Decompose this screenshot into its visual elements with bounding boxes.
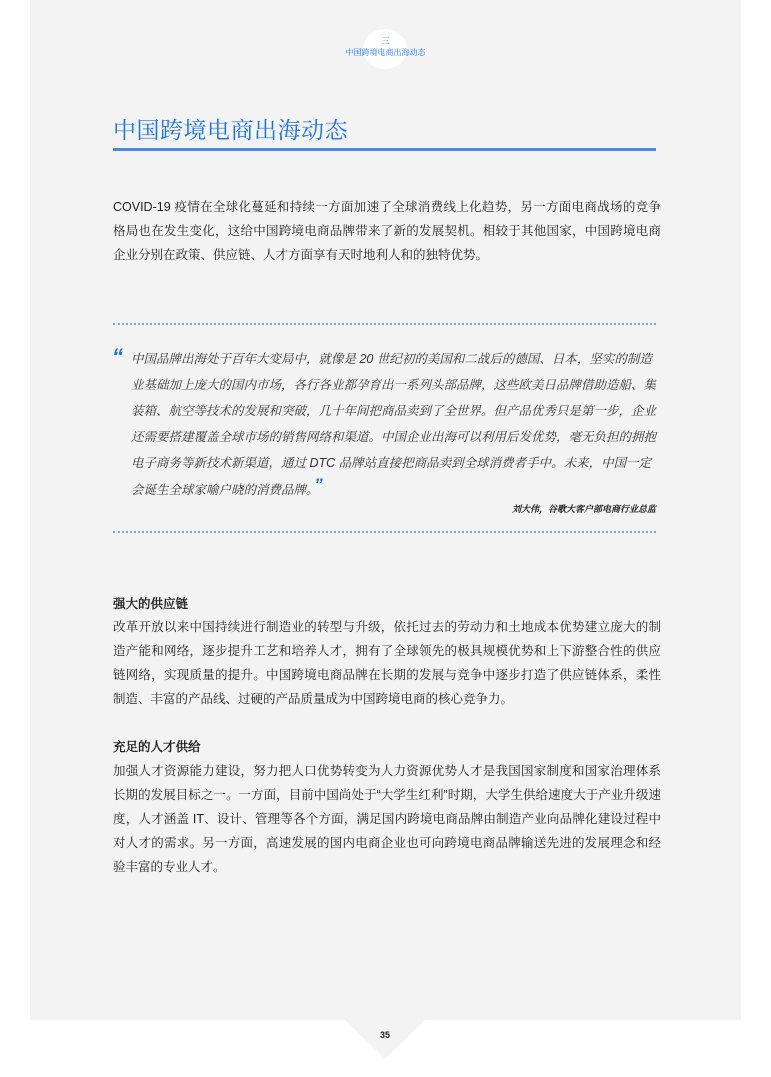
section-heading-supply-chain: 强大的供应链 xyxy=(113,597,189,611)
quote-divider-top xyxy=(113,323,656,325)
pull-quote xyxy=(131,346,661,503)
section-name: 中国跨境电商出海动态 xyxy=(345,48,426,57)
section-number: 三 xyxy=(380,36,390,46)
quote-close-mark: ” xyxy=(314,475,323,494)
section-heading-talent: 充足的人才供给 xyxy=(113,740,201,754)
title-underline xyxy=(113,148,656,151)
page-number: 35 xyxy=(379,1030,390,1040)
section-body-supply-chain: 改革开放以来中国持续进行制造业的转型与升级，依托过去的劳动力和土地成本优势建立庞大的制造产能和网络，逐步提升工艺和培养人才，拥有了全球领先的极具规模优势和上下游整合性的供应链网络，实现质量的提升。中国跨境电商品牌在长期的发展与竞争中逐步打造了供应链体系，柔性制造、丰富的产品线、过硬的产品质量成为中国跨境电商的核心竞争力。 xyxy=(113,620,661,706)
quote-divider-bottom xyxy=(113,531,656,533)
pull-quote-text: 中国品牌出海处于百年大变局中，就像是 20 世纪初的美国和二战后的德国、日本，坚实的制造业基础加上庞大的国内市场，各行各业都孕育出一系列头部品牌，这些欧美日品牌借助造船、集装箱、航空等技术的发展和突破，几十年间把商品卖到了全世界。但产品优秀只是第一步，企业还需要搭建覆盖全球市场的销售网络和渠道。中国企业出海可以利用后发优势，毫无负担的拥抱电子商务等新技术新渠道，通过 DTC 品牌站直接把商品卖到全球消费者手中。未来，中国一定会诞生全球家喻户晓的消费品牌。 xyxy=(131,352,657,497)
intro-paragraph: COVID-19 疫情在全球化蔓延和持续一方面加速了全球消费线上化趋势，另一方面电商战场的竞争格局也在发生变化，这给中国跨境电商品牌带来了新的发展契机。相较于其他国家，中国跨境电商企业分别在政策、供应链、人才方面享有天时地利人和的独特优势。 xyxy=(113,200,661,262)
quote-open-mark: “ xyxy=(112,344,123,369)
quote-attribution: 刘大伟，谷歌大客户部电商行业总监 xyxy=(511,504,656,514)
page-title: 中国跨境电商出海动态 xyxy=(113,117,348,143)
section-body-talent: 加强人才资源能力建设，努力把人口优势转变为人力资源优势人才是我国国家制度和国家治理体系长期的发展目标之一。一方面，目前中国尚处于“大学生红利”时期，大学生供给速度大于产业升级速度，人才涵盖 IT、设计、管理等各个方面，满足国内跨境电商品牌由制造产业向品牌化建设过程中对人才的需求。另一方面，高速发展的国内电商企业也可向跨境电商品牌输送先进的发展理念和经验丰富的专业人才。 xyxy=(113,764,661,874)
